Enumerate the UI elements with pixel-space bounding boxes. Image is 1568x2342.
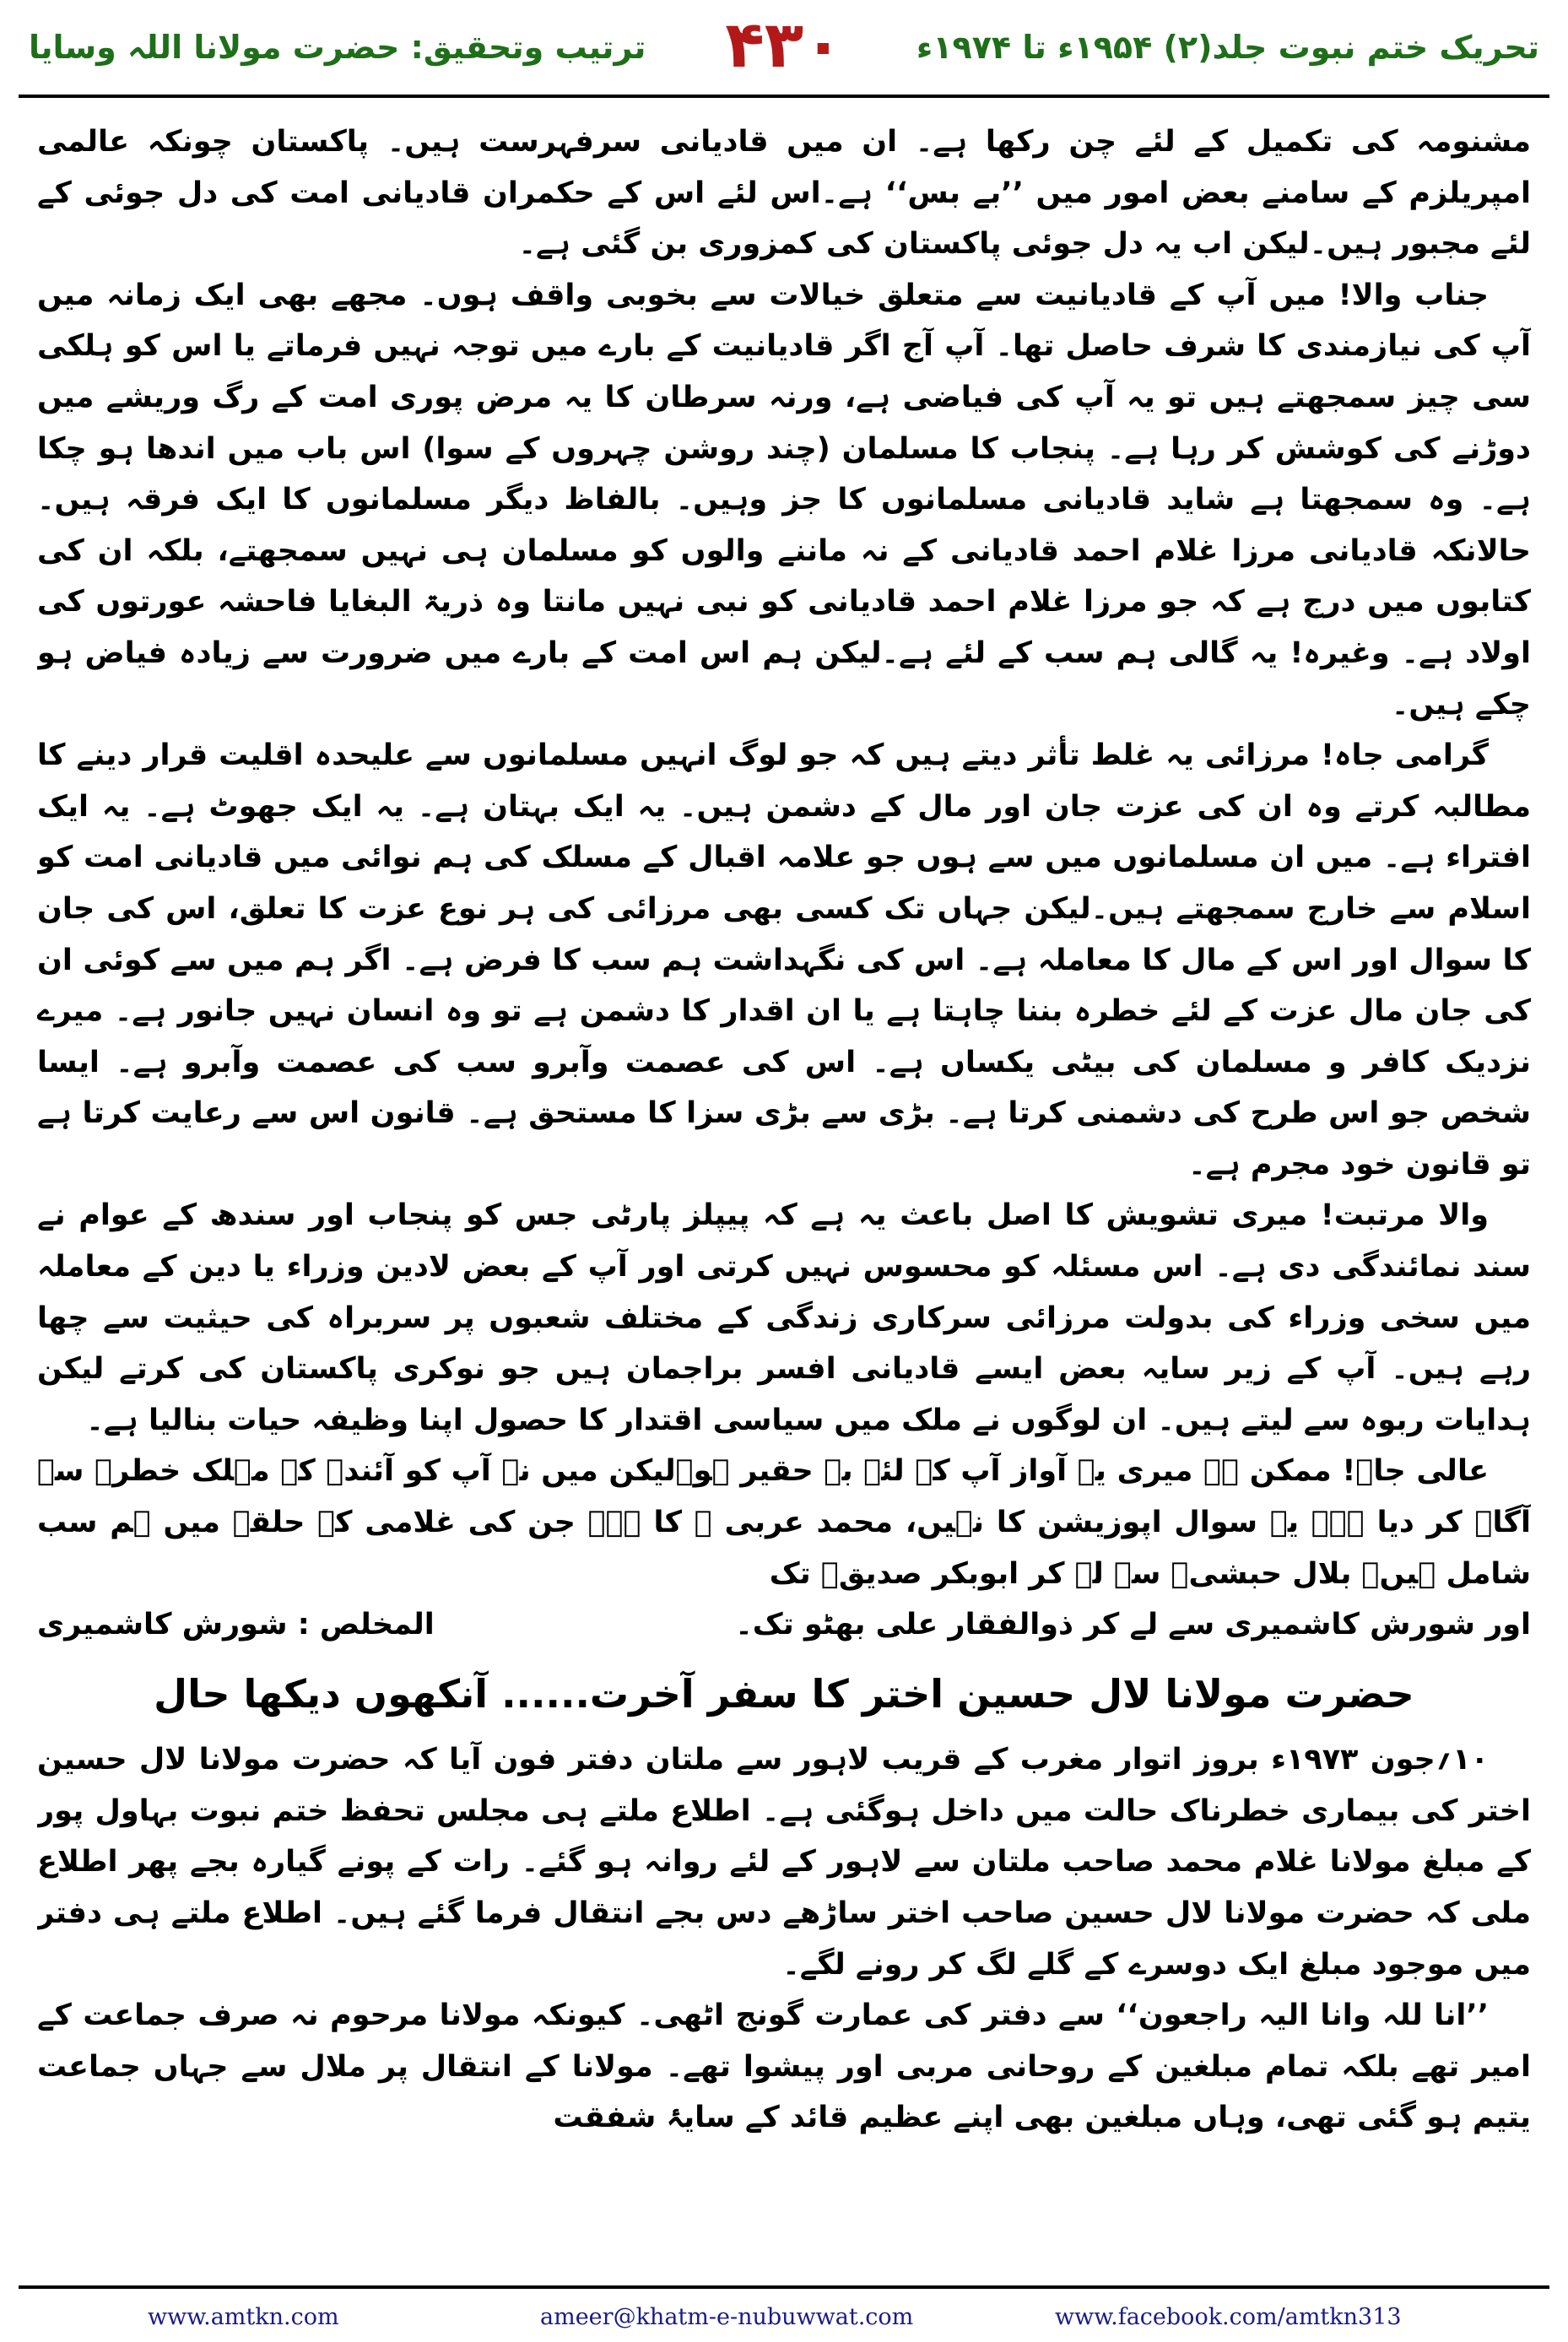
closing-line: اور شورش کاشمیری سے لے کر ذوالفقار علی بھٹو تک۔ [735, 1608, 1531, 1642]
paragraph: والا مرتبت! میری تشویش کا اصل باعث یہ ہے کہ پیپلز پارٹی جس کو پنجاب اور سندھ کے عوام نے سند نمائندگی دی ہے۔ اس مسئلہ کو محسوس نہیں کرتی اور آپ کے بعض لادین وزراء یا دین کے معاملہ میں سخی وزراء کی بدولت مرزائی سرکاری زندگی کے مختلف شعبوں پر سربراہ کی حیثیت سے چھا رہے ہیں۔ آپ کے زیر سایہ بعض ایسے قادیانی افسر براجمان ہیں جو نوکری پاکستان کی کرتے لیکن ہدایات ربوہ سے لیتے ہیں۔ ان لوگوں نے ملک میں سیاسی اقتدار کا حصول اپنا وظیفہ حیات بنالیا ہے۔ [37, 1198, 1531, 1437]
paragraph: عالی جاہ! ممکن ہے میری یہ آواز آپ کے لئے بے حقیر ہو۔لیکن میں نے آپ کو آئندہ کے مہلک خطرے سے آگاہ کر دیا ہے۔ یہ سوال اپوزیشن کا نہیں، محمد عربی ﷺ کا ہے۔ جن کی غلامی کے حلقے میں ہم سب شامل ہیں۔ بلال حبشیؓ سے لے کر ابوبکر صدیقؓ تک [37, 1454, 1531, 1591]
paragraph: ۱۰؍جون ۱۹۷۳ء بروز اتوار مغرب کے قریب لاہور سے ملتان دفتر فون آیا کہ حضرت مولانا لال حسین اختر کی بیماری خطرناک حالت میں داخل ہوگئی ہے۔ اطلاع ملتے ہی مجلس تحفظ ختم نبوت بہاول پور کے مبلغ مولانا غلام محمد صاحب ملتان سے لاہور کے لئے روانہ ہو گئے۔ رات کے پونے گیارہ بجے پھر اطلاع ملی کہ حضرت مولانا لال حسین صاحب اختر ساڑھے دس بجے انتقال فرما گئے ہیں۔ اطلاع ملتے ہی دفتر میں موجود مبلغ ایک دوسرے کے گلے لگ کر رونے لگے۔ [37, 1743, 1531, 1982]
letter-closing [37, 1599, 1531, 1650]
email-link[interactable]: ameer@khatm-e-nubuwwat.com [540, 2304, 914, 2330]
website-link[interactable]: www.amtkn.com [148, 2304, 339, 2330]
header-rule [19, 95, 1549, 98]
paragraph: مشنومہ کی تکمیل کے لئے چن رکھا ہے۔ ان میں قادیانی سرفہرست ہیں۔ پاکستان چونکہ عالمی امپریلزم کے سامنے بعض امور میں ’’بے بس‘‘ ہے۔اس لئے اس کے حکمران قادیانی امت کی دل جوئی کے لئے مجبور ہیں۔لیکن اب یہ دل جوئی پاکستان کی کمزوری بن گئی ہے۔ [37, 125, 1531, 262]
facebook-link[interactable]: www.facebook.com/amtkn313 [1055, 2304, 1402, 2330]
paragraph: ’’انا للہ وانا الیہ راجعون‘‘ سے دفتر کی عمارت گونج اٹھی۔ کیونکہ مولانا مرحوم نہ صرف جماعت کے امیر تھے بلکہ تمام مبلغین کے روحانی مربی اور پیشوا تھے۔ مولانا کے انتقال پر ملال سے جہاں جماعت یتیم ہو گئی تھی، وہاں مبلغین بھی اپنے عظیم قائد کے سایۂ شفقت [37, 1999, 1531, 2135]
signature: المخلص : شورش کاشمیری [37, 1608, 435, 1642]
page-number: ۴۳۰ [725, 7, 843, 82]
page-footer [0, 2285, 1568, 2342]
footer-rule [19, 2285, 1549, 2289]
compiler-credit: ترتیب وتحقیق: حضرت مولانا اللہ وسایا [29, 29, 646, 66]
page-header [0, 0, 1568, 93]
paragraph: گرامی جاہ! مرزائی یہ غلط تأثر دیتے ہیں کہ جو لوگ انہیں مسلمانوں سے علیحدہ اقلیت قرار دینے کا مطالبہ کرتے وہ ان کی عزت جان اور مال کے دشمن ہیں۔ یہ ایک بہتان ہے۔ یہ ایک جھوٹ ہے۔ یہ ایک افتراء ہے۔ میں ان مسلمانوں میں سے ہوں جو علامہ اقبال کے مسلک کی ہم نوائی میں قادیانی امت کو اسلام سے خارج سمجھتے ہیں۔لیکن جہاں تک کسی بھی مرزائی کی ہر نوع عزت کا تعلق، اس کی جان کا سوال اور اس کے مال کا معاملہ ہے۔ اس کی نگہداشت ہم سب کا فرض ہے۔ اگر ہم میں سے کوئی ان کی جان مال عزت کے لئے خطرہ بننا چاہتا ہے یا ان اقدار کا دشمن ہے تو وہ انسان نہیں جانور ہے۔ میرے نزدیک کافر و مسلمان کی بیٹی یکساں ہے۔ اس کی عصمت وآبرو سب کی عصمت وآبرو ہے۔ ایسا شخص جو اس طرح کی دشمنی کرتا ہے۔ بڑی سے بڑی سزا کا مستحق ہے۔ قانون اس سے رعایت کرتا ہے تو قانون خود مجرم ہے۔ [37, 738, 1531, 1182]
book-title: تحریک ختم نبوت جلد(۲) ۱۹۵۴ء تا ۱۹۷۴ء [916, 29, 1539, 66]
page-body [37, 116, 1531, 2285]
paragraph: جناب والا! میں آپ کے قادیانیت سے متعلق خیالات سے بخوبی واقف ہوں۔ مجھے بھی ایک زمانہ میں آپ کی نیازمندی کا شرف حاصل تھا۔ آپ آج اگر قادیانیت کے بارے میں توجہ نہیں فرماتے یا اس کو ہلکی سی چیز سمجھتے ہیں تو یہ آپ کی فیاضی ہے، ورنہ سرطان کا یہ مرض پوری امت کے رگ وریشے میں دوڑنے کی کوشش کر رہا ہے۔ پنجاب کا مسلمان (چند روشن چہروں کے سوا) اس باب میں اندھا ہو چکا ہے۔ وہ سمجھتا ہے شاید قادیانی مسلمانوں کا جز وہیں۔ بالفاظ دیگر مسلمانوں کا ایک فرقہ ہیں۔ حالانکہ قادیانی مرزا غلام احمد قادیانی کے نہ ماننے والوں کو مسلمان ہی نہیں سمجھتے، بلکہ ان کی کتابوں میں درج ہے کہ جو مرزا غلام احمد قادیانی کو نبی نہیں مانتا وہ ذریۃ البغایا فاحشہ عورتوں کی اولاد ہے۔ وغیرہ! یہ گالی ہم سب کے لئے ہے۔لیکن ہم اس امت کے بارے میں ضرورت سے زیادہ فیاض ہو چکے ہیں۔ [37, 278, 1531, 722]
section-heading: حضرت مولانا لال حسین اختر کا سفر آخرت...... آنکھوں دیکھا حال [154, 1671, 1414, 1717]
